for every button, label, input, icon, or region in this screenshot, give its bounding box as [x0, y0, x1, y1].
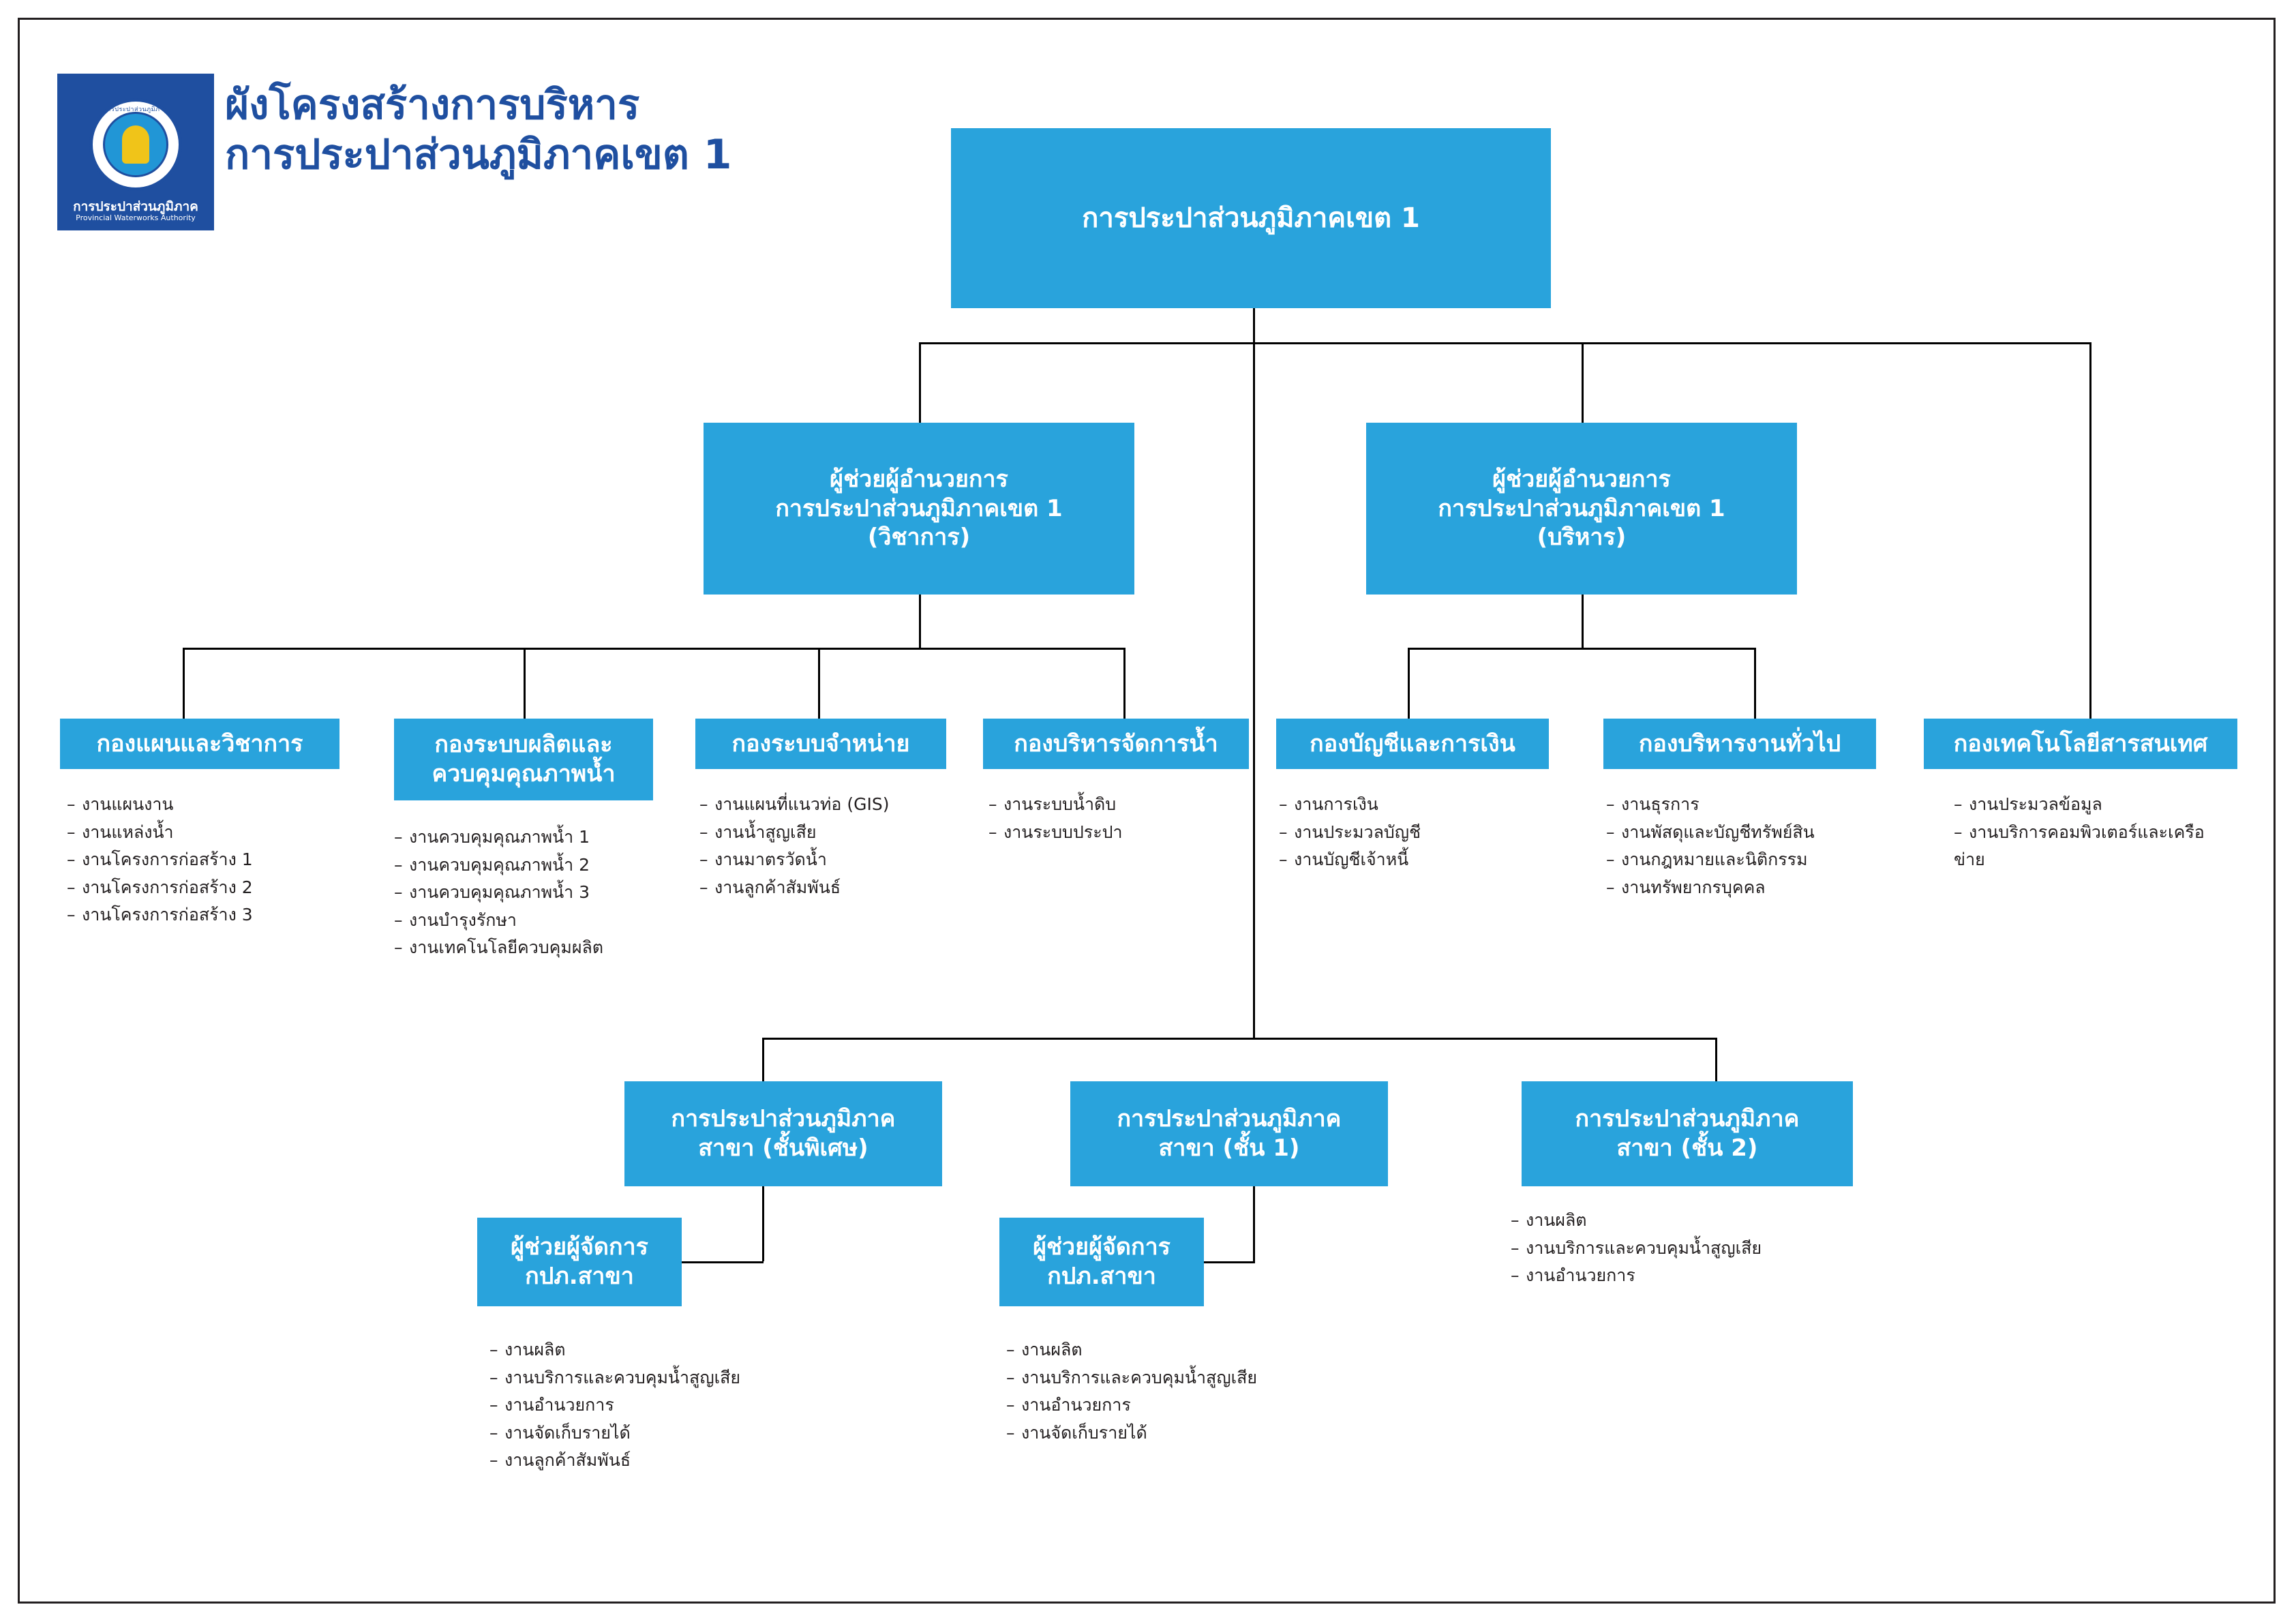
- list-item: – งานจัดเก็บรายได้: [1006, 1422, 1147, 1443]
- list-water-mgmt: [988, 791, 1234, 846]
- node-branch-2-line2: สาขา (ชั้น 2): [1616, 1134, 1758, 1162]
- node-root-label: การประปาส่วนภูมิภาคเขต 1: [1082, 202, 1420, 234]
- list-item: – งานบริการและควบคุมน้ำสูญเสีย: [1511, 1237, 1762, 1258]
- list-item: – งานพัสดุและบัญชีทรัพย์สิน: [1606, 822, 1815, 842]
- node-branch-1-line1: การประปาส่วนภูมิภาค: [1117, 1105, 1342, 1133]
- node-division-distribution[interactable]: [695, 719, 946, 769]
- node-branch-2[interactable]: [1522, 1081, 1853, 1186]
- line-special-asst-h: [682, 1261, 764, 1263]
- line-branch-2-drop: [1715, 1038, 1717, 1081]
- line-deputy-tech-down: [919, 595, 921, 648]
- node-asst-manager-special[interactable]: [477, 1218, 682, 1306]
- node-asst-manager-special-line1: ผู้ช่วยผู้จัดการ: [511, 1233, 648, 1261]
- node-deputy-admin-line3: (บริหาร): [1537, 524, 1627, 552]
- list-item: – งานผลิต: [489, 1340, 566, 1359]
- node-branch-1[interactable]: [1070, 1081, 1388, 1186]
- node-branch-special-line1: การประปาส่วนภูมิภาค: [671, 1105, 896, 1133]
- line-tech-to-plan: [183, 648, 185, 719]
- node-division-accounting-label: กองบัญชีและการเงิน: [1310, 730, 1515, 757]
- node-asst-manager-special-line2: กปภ.สาขา: [525, 1263, 634, 1290]
- page-title: [225, 80, 948, 180]
- list-item: – งานบริการคอมพิวเตอร์และเครือข่าย: [1954, 822, 2205, 869]
- logo-name-en: Provincial Waterworks Authority: [76, 213, 196, 222]
- node-root[interactable]: [951, 128, 1551, 308]
- list-general-admin: [1606, 791, 1913, 901]
- node-division-plan-label: กองแผนและวิชาการ: [96, 730, 303, 757]
- list-item: – งานควบคุมคุณภาพน้ำ 3: [394, 882, 590, 902]
- list-item: – งานระบบน้ำดิบ: [988, 794, 1117, 814]
- line-special-to-asst: [762, 1186, 764, 1261]
- list-item: – งานอำนวยการ: [1511, 1265, 1635, 1285]
- list-item: – งานแผนงาน: [67, 794, 174, 814]
- node-deputy-admin-line2: การประปาส่วนภูมิภาคเขต 1: [1438, 494, 1725, 522]
- node-deputy-tech-line2: การประปาส่วนภูมิภาคเขต 1: [775, 494, 1063, 522]
- list-item: – งานธุรการ: [1606, 794, 1700, 814]
- node-division-accounting[interactable]: [1276, 719, 1549, 769]
- list-item: – งานแหล่งน้ำ: [67, 822, 174, 842]
- line-admin-to-general: [1754, 648, 1756, 719]
- node-division-water-mgmt[interactable]: [983, 719, 1249, 769]
- list-branch-1: [1006, 1336, 1388, 1447]
- list-item: – งานบัญชีเจ้าหนี้: [1279, 849, 1409, 869]
- node-division-production-line2: ควบคุมคุณภาพน้ำ: [432, 760, 616, 787]
- list-item: – งานน้ำสูญเสีย: [699, 822, 817, 842]
- node-branch-special-line2: สาขา (ชั้นพิเศษ): [698, 1134, 868, 1162]
- list-item: – งานทรัพยากรบุคคล: [1606, 877, 1766, 897]
- line-root-spine: [1253, 342, 1255, 1038]
- list-item: – งานระบบประปา: [988, 822, 1123, 842]
- pwa-logo: [57, 74, 214, 230]
- list-item: – งานบริการและควบคุมน้ำสูญเสีย: [1006, 1367, 1258, 1387]
- node-deputy-admin[interactable]: [1366, 423, 1797, 595]
- line-to-it-right: [2089, 342, 2091, 719]
- line-to-deputy-admin: [1582, 342, 1584, 423]
- line-b1-to-asst: [1253, 1186, 1255, 1261]
- page-title-line2: การประปาส่วนภูมิภาคเขต 1: [225, 131, 732, 179]
- node-division-it[interactable]: [1924, 719, 2237, 769]
- list-item: – งานกฎหมายและนิติกรรม: [1606, 849, 1808, 869]
- line-branch-special-drop: [762, 1038, 764, 1081]
- logo-name-th: การประปาส่วนภูมิภาค: [73, 199, 198, 214]
- list-item: – งานโครงการก่อสร้าง 3: [67, 905, 253, 924]
- line-branch-bus: [762, 1038, 1717, 1040]
- node-division-general-admin-label: กองบริหารงานทั่วไป: [1638, 730, 1841, 757]
- node-division-water-mgmt-label: กองบริหารจัดการน้ำ: [1014, 730, 1218, 757]
- list-branch-2: [1511, 1207, 1892, 1290]
- list-item: – งานอำนวยการ: [1006, 1395, 1131, 1415]
- node-deputy-tech-line1: ผู้ช่วยผู้อำนวยการ: [830, 465, 1008, 493]
- list-item: – งานบำรุงรักษา: [394, 909, 517, 930]
- list-item: – งานควบคุมคุณภาพน้ำ 2: [394, 854, 590, 875]
- line-root-down: [1253, 308, 1255, 344]
- node-branch-1-line2: สาขา (ชั้น 1): [1158, 1134, 1300, 1162]
- list-production: [394, 824, 687, 962]
- list-item: – งานการเงิน: [1279, 794, 1378, 814]
- line-tech-to-watermgmt: [1123, 648, 1126, 719]
- line-tech-bus: [183, 648, 1125, 650]
- list-item: – งานประมวลข้อมูล: [1954, 794, 2102, 814]
- list-item: – งานผลิต: [1511, 1210, 1587, 1230]
- line-deputy-admin-down: [1582, 595, 1584, 648]
- list-item: – งานเทคโนโลยีควบคุมผลิต: [394, 937, 604, 957]
- node-branch-2-line1: การประปาส่วนภูมิภาค: [1575, 1105, 1800, 1133]
- node-division-production[interactable]: [394, 719, 653, 800]
- list-item: – งานผลิต: [1006, 1340, 1083, 1359]
- list-item: – งานลูกค้าสัมพันธ์: [699, 877, 841, 897]
- list-item: – งานแผนที่แนวท่อ (GIS): [699, 794, 890, 814]
- list-item: – งานมาตรวัดน้ำ: [699, 849, 827, 869]
- node-asst-manager-branch1-line1: ผู้ช่วยผู้จัดการ: [1033, 1233, 1170, 1261]
- list-branch-special: [489, 1336, 871, 1475]
- node-division-it-label: กองเทคโนโลยีสารสนเทศ: [1953, 730, 2208, 757]
- list-item: – งานบริการและควบคุมน้ำสูญเสีย: [489, 1367, 741, 1387]
- list-it: [1954, 791, 2226, 874]
- line-admin-bus: [1408, 648, 1755, 650]
- pwa-seal-icon: [89, 98, 182, 191]
- line-tech-to-distribution: [818, 648, 820, 719]
- list-accounting: [1279, 791, 1531, 874]
- list-item: – งานลูกค้าสัมพันธ์: [489, 1450, 631, 1470]
- list-item: – งานโครงการก่อสร้าง 1: [67, 849, 253, 869]
- node-branch-special[interactable]: [624, 1081, 942, 1186]
- list-item: – งานควบคุมคุณภาพน้ำ 1: [394, 827, 590, 847]
- line-top-bus: [919, 342, 2091, 344]
- node-deputy-tech[interactable]: [704, 423, 1134, 595]
- page-title-line1: ผังโครงสร้างการบริหาร: [225, 81, 640, 129]
- list-item: – งานโครงการก่อสร้าง 2: [67, 877, 253, 897]
- node-deputy-admin-line1: ผู้ช่วยผู้อำนวยการ: [1492, 465, 1671, 493]
- line-admin-to-accounting: [1408, 648, 1410, 719]
- seal-figure-icon: [122, 125, 149, 164]
- list-item: – งานอำนวยการ: [489, 1395, 614, 1415]
- seal-ring-text: การประปาส่วนภูมิภาค: [103, 106, 168, 113]
- list-plan: [67, 791, 353, 929]
- node-asst-manager-branch1[interactable]: [999, 1218, 1204, 1306]
- list-item: – งานจัดเก็บรายได้: [489, 1422, 631, 1443]
- node-deputy-tech-line3: (วิชาการ): [867, 524, 971, 552]
- node-division-production-line1: กองระบบผลิตและ: [434, 731, 613, 759]
- list-item: – งานประมวลบัญชี: [1279, 822, 1421, 842]
- line-tech-to-production: [524, 648, 526, 719]
- node-division-general-admin[interactable]: [1603, 719, 1876, 769]
- list-distribution: [699, 791, 972, 901]
- node-asst-manager-branch1-line2: กปภ.สาขา: [1047, 1263, 1156, 1290]
- node-division-plan[interactable]: [60, 719, 339, 769]
- line-b1-asst-h: [1203, 1261, 1255, 1263]
- line-to-deputy-tech: [919, 342, 921, 423]
- node-division-distribution-label: กองระบบจำหน่าย: [731, 730, 910, 757]
